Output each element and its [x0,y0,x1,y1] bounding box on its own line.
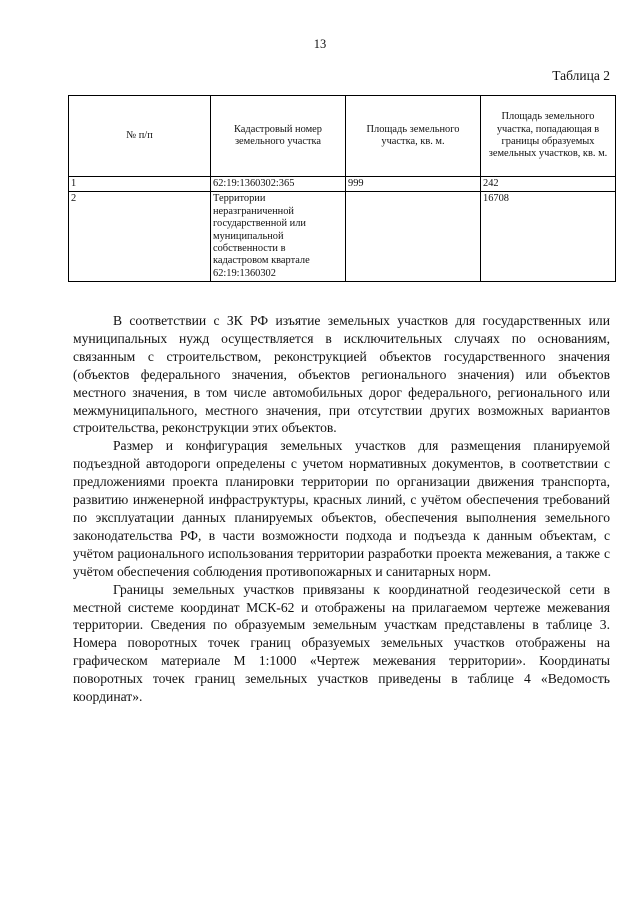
table-cell: 62:19:1360302:365 [211,177,346,192]
table-cell: 1 [69,177,211,192]
land-plot-table [68,95,616,282]
table-caption: Таблица 2 [552,68,610,83]
paragraph: В соответствии с ЗК РФ изъятие земельных участков для государственных или муниципальных нужд осуществляется в исключительных случаях по основаниям, связанным с строительством, реконструкцией объектов государственного значения (объектов федерального значения, объектов регионального значения) или объектов местного значения, в том числе автомобильных дорог федерального, регионального или межмуниципального, местного значения, при отсутствии других возможных вариантов строительства, реконструкции этих объектов. [73,313,610,436]
table-cell: 242 [481,177,616,192]
table-row [69,192,616,282]
paragraph: Границы земельных участков привязаны к координатной геодезической сети в местной системе координат МСК-62 и отображены на прилагаемом чертеже межевания территории. Сведения по образуемым земельным участкам представлены в таблице 3. Номера поворотных точек границ образуемых земельных участков отображены на графическом материале М 1:1000 «Чертеж межевания территории». Координаты поворотных точек границ земельных участков приведены в таблице 4 «Ведомость координат». [73,581,610,705]
body-text [73,312,610,706]
header-cell-cadastral-number: Кадастровый номер земельного участка [211,96,346,177]
header-cell-plot-area: Площадь земельного участка, кв. м. [346,96,481,177]
table-header-row [69,96,616,177]
header-cell-included-area: Площадь земельного участка, попадающая в границы образуемых земельных участков, кв. м. [481,96,616,177]
header-cell-number: № п/п [69,96,211,177]
table-cell: 16708 [481,192,616,282]
table-cell [346,192,481,282]
table-cell: 999 [346,177,481,192]
table-cell: 2 [69,192,211,282]
paragraph: Размер и конфигурация земельных участков для размещения планируемой подъездной автодороги определены с учетом нормативных документов, в соответствии с предложениями проекта планировки территории по организации движения транспорта, развитию инженерной инфраструктуры, красных линий, с учётом обеспечения требований по эксплуатации данных планируемых объектов, обеспечения выполнения земельного законодательства РФ, в части возможности подхода и подъезда к данным объектам, с учётом рационального использования территории разработки проекта межевания, а также с учётом обеспечения соблюдения противопожарных и санитарных норм. [73,438,610,579]
table-cell: Территории неразграниченной государственной или муниципальной собственности в кадастровом квартале 62:19:1360302 [211,192,346,282]
page-number: 13 [313,37,327,51]
table-row [69,177,616,192]
